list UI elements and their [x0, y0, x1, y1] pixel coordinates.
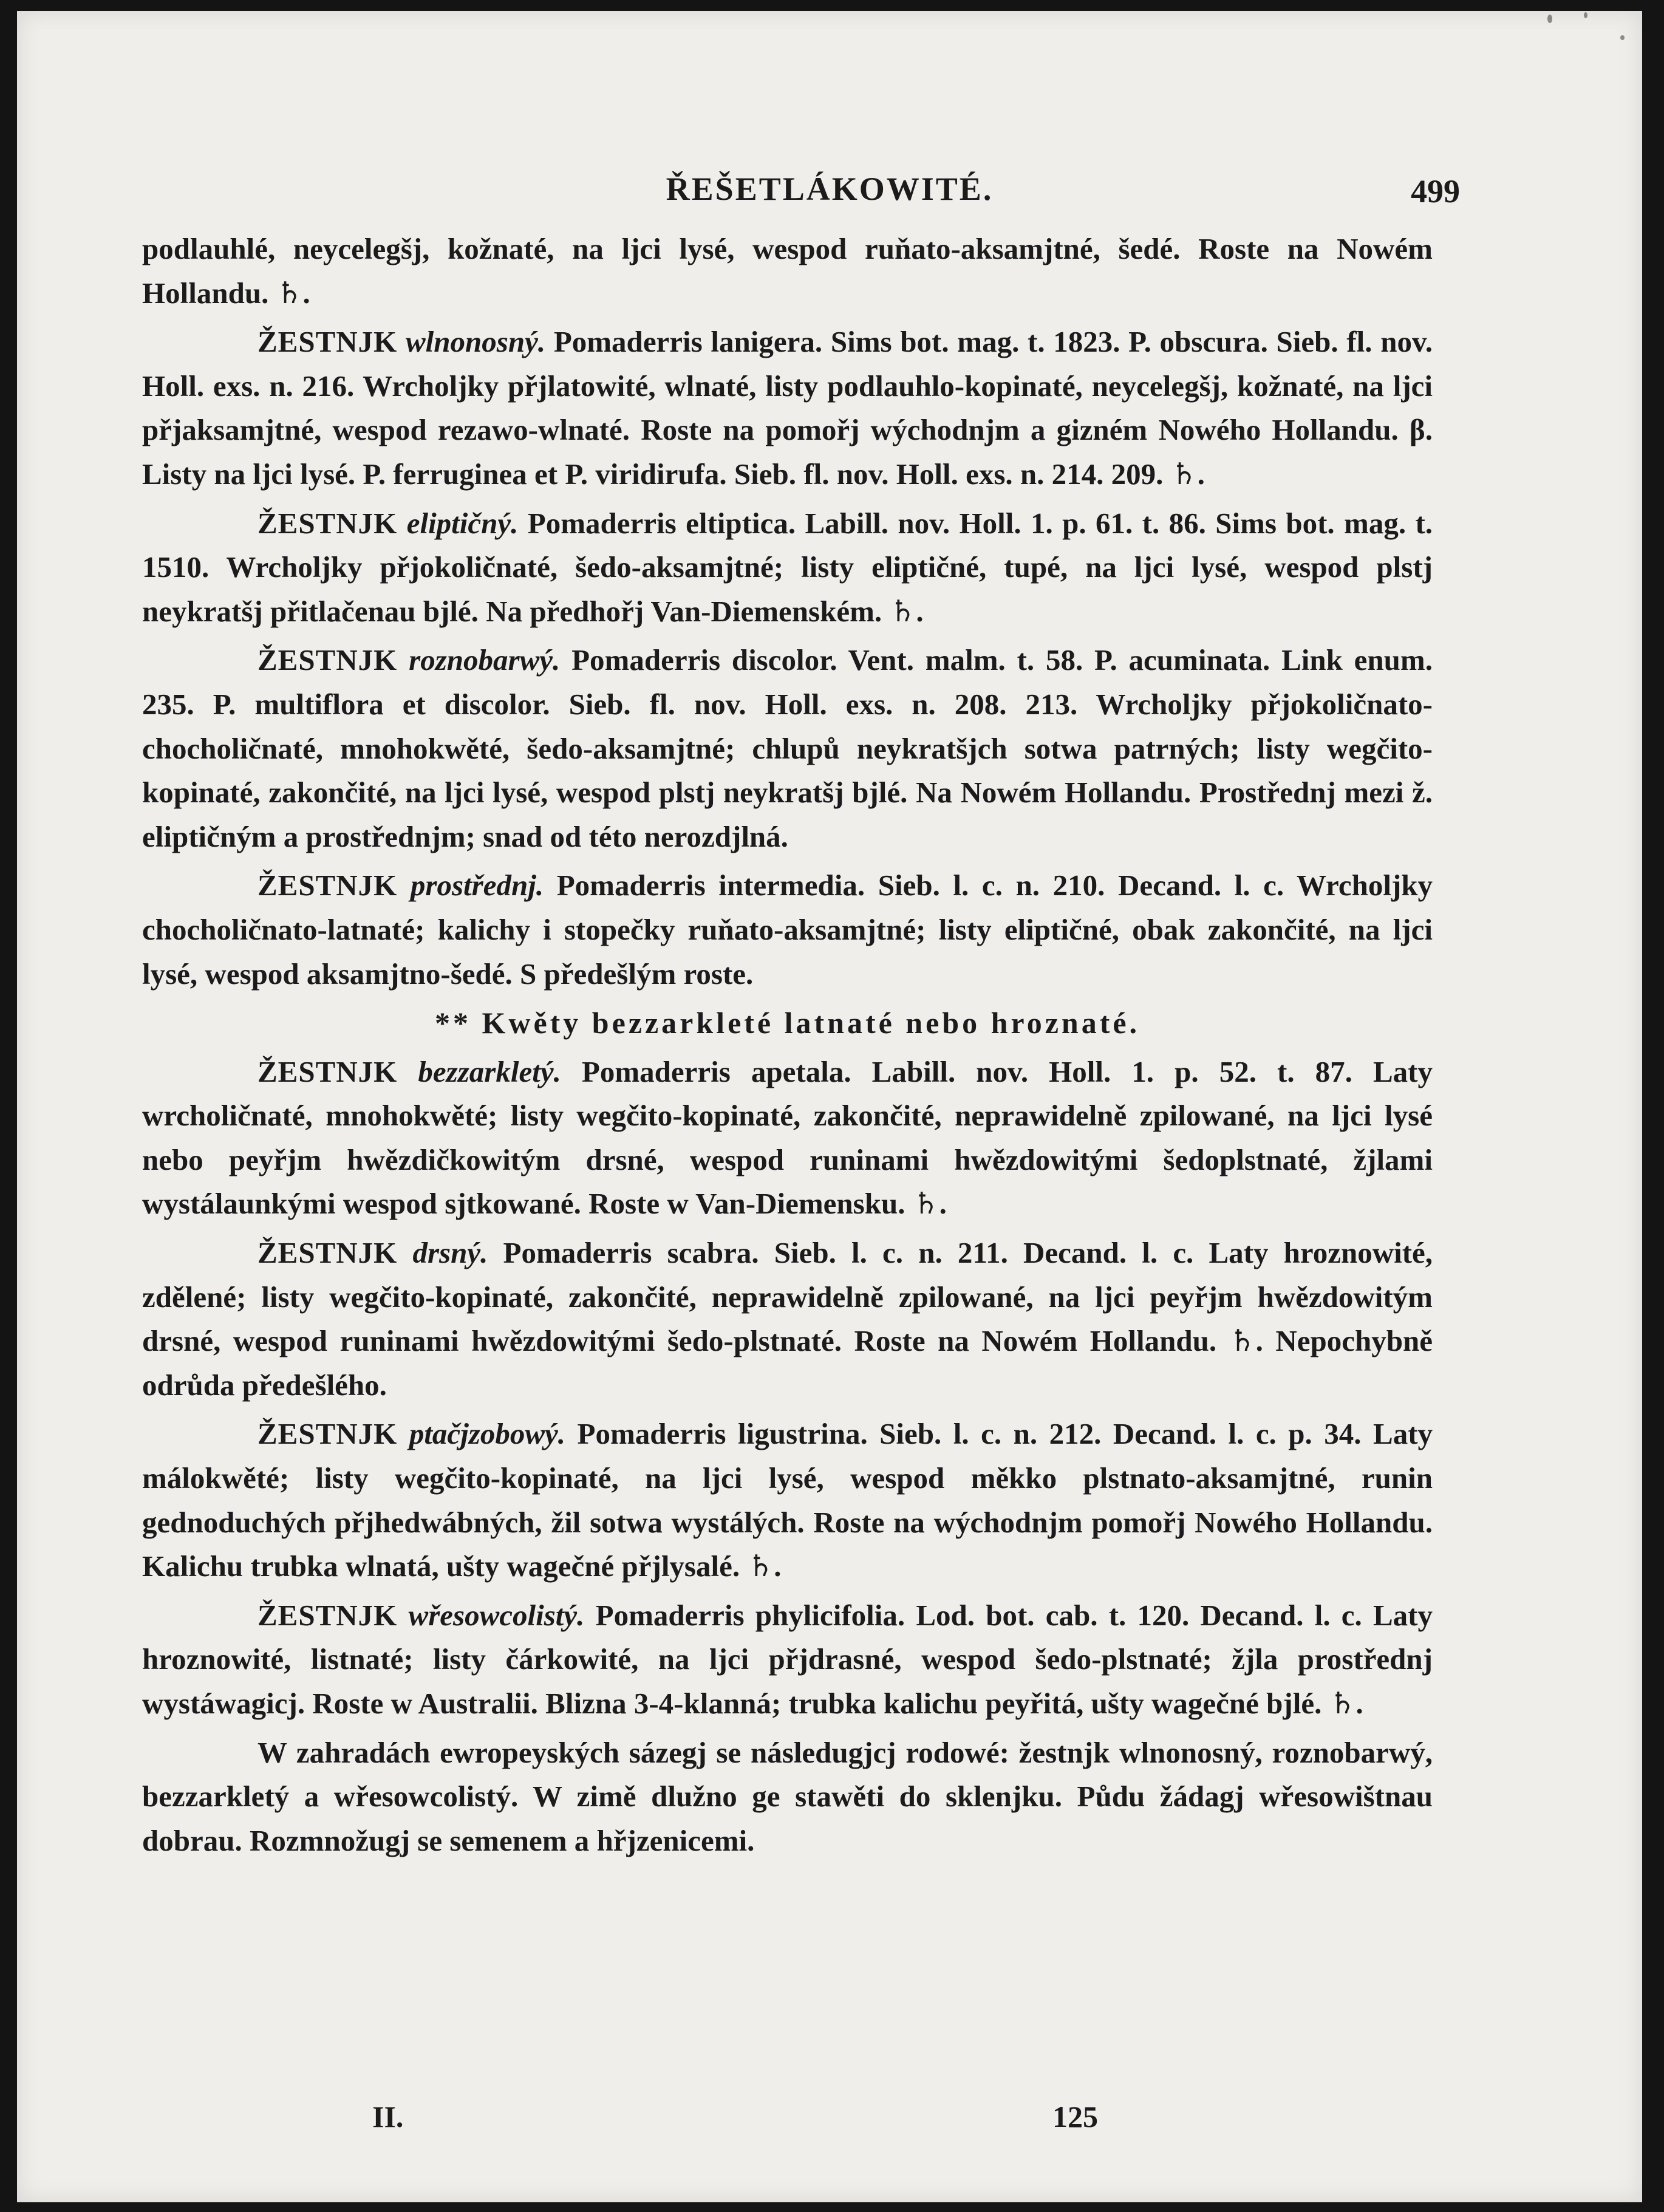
scan-speck	[1584, 12, 1587, 18]
running-title: ŘEŠETLÁKOWITÉ.	[666, 171, 994, 207]
book-page	[17, 11, 1642, 2202]
species-epithet: bezzarkletý.	[418, 1054, 561, 1088]
entry-wlnonosny	[142, 320, 1433, 496]
paragraph-gardens	[142, 1731, 1433, 1863]
entry-text: Pomaderris eltiptica. Labill. nov. Holl. 1. p. 61. t. 86. Sims bot. mag. t. 1510. Wrcholjky přjokoličnaté, šedo-aksamjtné; listy eliptičné, tupé, na ljci lysé, wespod plstj neykratšj přitlačenau bjlé. Na předhořj Van-Diemenském. ♄.	[142, 506, 1433, 628]
genus-name: ŽESTNJK	[257, 1236, 398, 1270]
species-epithet: prostřednj.	[410, 869, 544, 903]
scan-speck	[1620, 35, 1625, 40]
paragraph-text: W zahradách ewropeyských sázegj se následugjcj rodowé: žestnjk wlnonosný, roznobarwý, bezzarkletý a wřesowcolistý. W zimě dlužno ge stawěti do sklenjku. Půdu žádagj wřesowištnau dobrau. Rozmnožugj se semenem a hřjzenicemi.	[142, 1735, 1433, 1857]
section-heading: ** Kwěty bezzarkleté latnaté nebo hroznaté.	[434, 1006, 1141, 1040]
entry-elipticny	[142, 502, 1433, 634]
genus-name: ŽESTNJK	[257, 506, 398, 540]
paragraph-continuation	[142, 227, 1433, 315]
genus-name: ŽESTNJK	[257, 1417, 398, 1451]
entry-text: Pomaderris scabra. Sieb. l. c. n. 211. Decand. l. c. Laty hroznowité, zdělené; listy wegčito-kopinaté, zakončité, neprawidelně zpilowané, na ljci peyřjm hwězdowitým drsné, wespod runinami hwězdowitými šedo-plstnaté. Roste na Nowém Hollandu. ♄. Nepochybně odrůda předešlého.	[142, 1236, 1433, 1402]
genus-name: ŽESTNJK	[257, 643, 398, 677]
genus-name: ŽESTNJK	[257, 1598, 398, 1632]
genus-name: ŽESTNJK	[257, 869, 398, 903]
entry-text: Pomaderris intermedia. Sieb. l. c. n. 210. Decand. l. c. Wrcholjky chocholičnato-latnaté; kalichy i stopečky ruňato-aksamjtné; listy eliptičné, obak zakončité, na ljci lysé, wespod aksamjtno-šedé. S předešlým roste.	[142, 869, 1433, 991]
scan-speck	[1547, 15, 1552, 23]
entry-text: Pomaderris discolor. Vent. malm. t. 58. P. acuminata. Link enum. 235. P. multiflora et discolor. Sieb. fl. nov. Holl. exs. n. 208. 213. Wrcholjky přjokoličnato-chocholičnaté, mnohokwěté, šedo-aksamjtné; chlupů neykratšjch sotwa patrných; listy wegčito-kopinaté, zakončité, na ljci lysé, wespod plstj neykratšj bjlé. Na Nowém Hollandu. Prostřednj mezi ž. eliptičným a prostřednjm; snad od této nerozdjlná.	[142, 643, 1433, 853]
entry-prostredni	[142, 864, 1433, 996]
page-header	[17, 170, 1642, 219]
species-epithet: drsný.	[412, 1236, 488, 1270]
entry-text: Pomaderris lanigera. Sims bot. mag. t. 1823. P. obscura. Sieb. fl. nov. Holl. exs. n. 216. Wrcholjky přjlatowité, wlnaté, listy podlauhlo-kopinaté, neycelegšj, kožnaté, na ljci přjaksamjtné, wespod rezawo-wlnaté. Roste na pomořj wýchodnjm a gizném Nowého Hollandu. β. Listy na ljci lysé. P. ferruginea et P. viridirufa. Sieb. fl. nov. Holl. exs. n. 214. 209. ♄.	[142, 325, 1433, 491]
page-footer	[17, 2099, 1642, 2142]
genus-name: ŽESTNJK	[257, 325, 398, 359]
genus-name: ŽESTNJK	[257, 1054, 398, 1088]
sheet-number: 125	[1052, 2100, 1098, 2134]
body-text	[142, 227, 1433, 1863]
entry-text: Pomaderris apetala. Labill. nov. Holl. 1. p. 52. t. 87. Laty wrcholičnaté, mnohokwěté; listy wegčito-kopinaté, zakončité, neprawidelně zpilowané, na ljci lysé nebo peyřjm hwězdičkowitým drsné, wespod runinami hwězdowitými šedoplstnaté, žjlami wystálaunkými wespod sjtkowané. Roste w Van-Diemensku. ♄.	[142, 1054, 1433, 1221]
species-epithet: eliptičný.	[406, 506, 519, 540]
paragraph-text: podlauhlé, neycelegšj, kožnaté, na ljci lysé, wespod ruňato-aksamjtné, šedé. Roste na Nowém Hollandu. ♄.	[142, 232, 1433, 310]
entry-drsny	[142, 1231, 1433, 1407]
entry-ptacjzobowy	[142, 1412, 1433, 1588]
entry-bezzarklety	[142, 1050, 1433, 1226]
species-epithet: wřesowcolistý.	[408, 1598, 585, 1632]
entry-text: Pomaderris ligustrina. Sieb. l. c. n. 212. Decand. l. c. p. 34. Laty málokwěté; listy wegčito-kopinaté, na ljci lysé, wespod měkko plstnato-aksamjtné, runin gednoduchých přjhedwábných, žil sotwa wystálých. Roste na wýchodnjm pomořj Nowého Hollandu. Kalichu trubka wlnatá, ušty wagečné přjlysalé. ♄.	[142, 1417, 1433, 1583]
species-epithet: ptačjzobowý.	[409, 1417, 566, 1451]
entry-roznobarwy	[142, 638, 1433, 859]
species-epithet: wlnonosný.	[406, 325, 546, 359]
species-epithet: roznobarwý.	[409, 643, 561, 677]
entry-text: Pomaderris phylicifolia. Lod. bot. cab. t. 120. Decand. l. c. Laty hroznowité, listnaté; listy čárkowité, na ljci přjdrasné, wespod šedo-plstnaté; žjla prostřednj wystáwagicj. Roste w Australii. Blizna 3-4-klanná; trubka kalichu peyřitá, ušty wagečné bjlé. ♄.	[142, 1598, 1433, 1720]
signature-mark: II.	[372, 2100, 404, 2134]
entry-wresowcolisty	[142, 1594, 1433, 1726]
page-number: 499	[1411, 173, 1460, 210]
